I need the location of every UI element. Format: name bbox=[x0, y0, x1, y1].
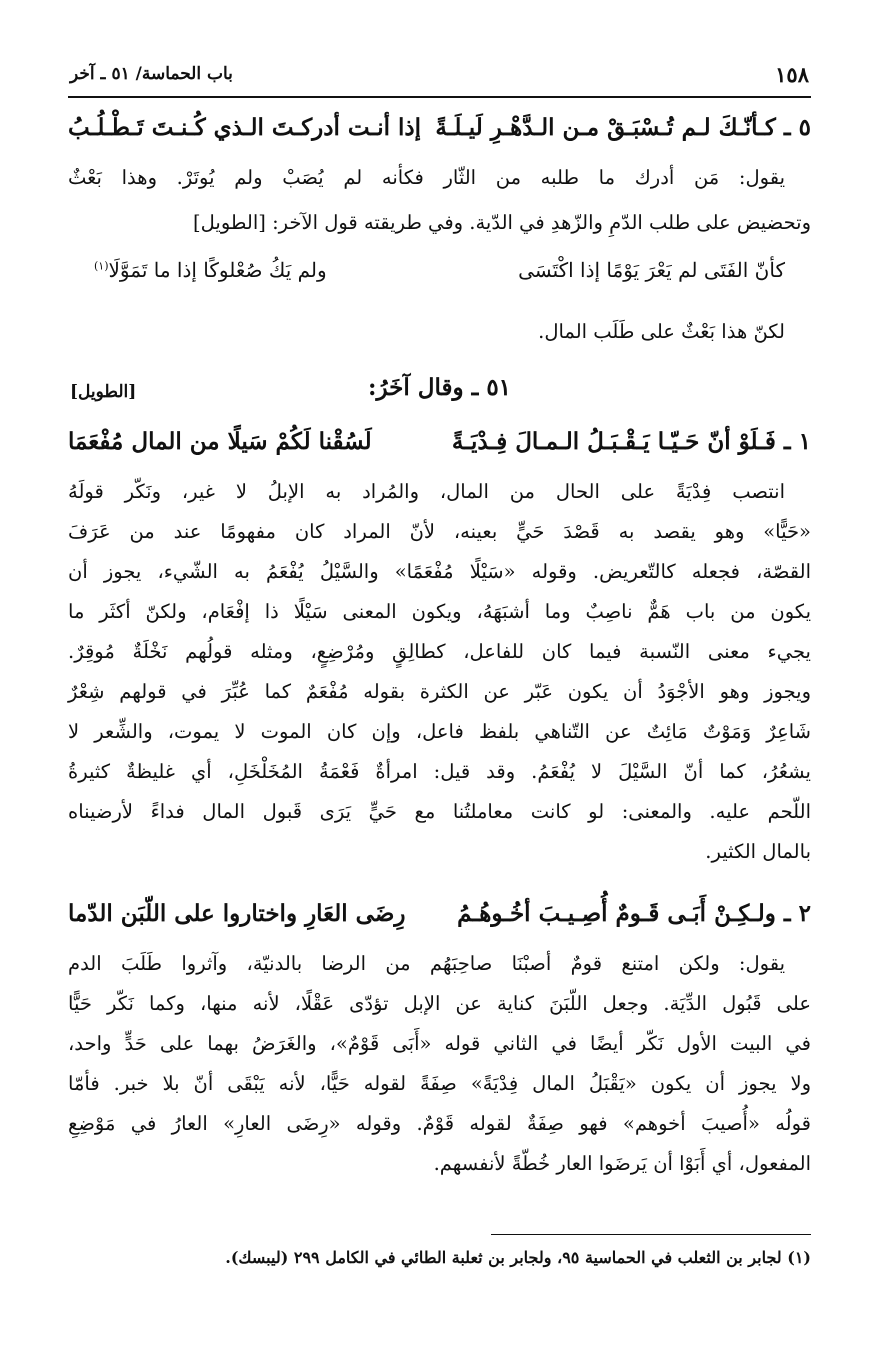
footnote: (١) لجابر بن الثعلب في الحماسية ٩٥، ولجابر بن ثعلبة الطائي في الكامل ٢٩٩ (ليبسك). bbox=[225, 1248, 811, 1267]
verse-5-second-hemistich: إذا أنـت أدركـتَ الـذي كُـنـتَ تَـطْـلُـبُ bbox=[68, 114, 422, 141]
verse-1-first-hemistich: ١ ـ فَـلَوْ أنّ حَـيّـا يَـقْـبَـلُ الـمـالَ فِـدْيَـةً bbox=[451, 428, 811, 455]
commentary-line: ولا يجوز أن يكون «يَقْبَلُ المال فِدْيَةً» صِفَةً لقوله حَيًّا، لأنه يَبْقَى أنّ بلا خبر. فأمّا bbox=[68, 1072, 811, 1095]
verse-5-first-hemistich: ٥ ـ كـأنّـكَ لـم تُـسْبَـقْ مـن الـدَّهْـرِ لَيـلَـةً bbox=[435, 114, 811, 141]
footnote-rule bbox=[491, 1234, 811, 1235]
commentary-line: يكون من باب هَمٌّ ناصِبٌ وما أشبَهَهُ، ويكون المعنى سَيْلًا ذا إفْعَام، ولكنّ أكثَر ما bbox=[68, 600, 811, 623]
commentary-line: انتصب فِدْيَةً على الحال من المال، والمُراد به الإبلُ لا غير، ونَكّر قولَهُ bbox=[68, 480, 785, 503]
commentary-line: يجيء معنى النّسبة فيما كان للفاعل، كطالِقٍ ومُرْضِعٍ، ومثله قولُهم نَخْلَةٌ مُوقِرٌ. bbox=[68, 640, 811, 663]
commentary-line: يقول: مَن أدرك ما طلبه من الثّار فكأنه لم يُصَبْ ولم يُوتَرْ. وهذا بَعْثٌ bbox=[68, 166, 785, 189]
quoted-second-hemistich: ولم يَكُ صُعْلوكًا إذا ما تَمَوَّلَا$^{(١)}$ bbox=[94, 258, 327, 282]
verse-2-second-hemistich: رِضَى العَارِ واختاروا على اللّبَن الدّما bbox=[68, 900, 406, 927]
footnote-marker: (١) bbox=[94, 259, 109, 273]
commentary-line: المفعول، أي أَبَوْا أن يَرضَوا العار خُطّةً لأنفسهم. bbox=[433, 1152, 811, 1175]
page-number: ١٥٨ bbox=[775, 62, 809, 87]
commentary-line: بالمال الكثير. bbox=[705, 840, 811, 863]
commentary-line: يشعُرُ، كما أنّ السَّيْلَ لا يُفْعَمُ. وقد قيل: امرأةٌ فَعْمَةُ المُخَلْخَلِ، أي غليظةٌ كثيرةُ bbox=[68, 760, 811, 783]
commentary-line: يقول: ولكن امتنع قومٌ أصبْنَا صاحِبَهُم من الرضا بالدنيّة، وآثروا طَلَبَ الدم bbox=[68, 952, 785, 975]
commentary-line: القصّة، فجعله كالتّعريض. وقوله «سَيْلًا مُفْعَمًا» والسَّيْلُ يُفْعَمُ به الشّيء، يجوز أن bbox=[68, 560, 811, 583]
commentary-line: قولُه «أُصيبَ أخوهم» فهو صِفَةٌ لقوله قَوْمٌ. وقوله «رِضَى العارِ» العارُ في مَوْضِعِ bbox=[68, 1112, 811, 1135]
quoted-first-hemistich: كأنّ الفَتَى لم يَعْرَ يَوْمًا إذا اكْتَسَى bbox=[518, 258, 785, 282]
running-title: باب الحماسة/ ٥١ ـ آخر bbox=[70, 64, 233, 84]
section-meter: [الطويل] bbox=[70, 382, 137, 402]
commentary-line: لكنّ هذا بَعْثٌ على طَلَب المال. bbox=[538, 320, 785, 343]
commentary-line: اللّحم عليه. والمعنى: لو كانت معاملتُنا مع حَيٍّ يَرَى قَبول المال فداءً لأرضيناه bbox=[68, 800, 811, 823]
commentary-line: «حَيًّا» وهو يقصد به قَصْدَ حَيٍّ بعينه، لأنّ المراد كان مفهومًا عند من عَرَفَ bbox=[68, 520, 811, 543]
section-title: ٥١ ـ وقال آخَرُ: bbox=[367, 374, 512, 401]
verse-1-second-hemistich: لَسُقْنا لَكُمْ سَيلًا من المال مُفْعَمَا bbox=[68, 428, 372, 455]
commentary-line: وتحضيض على طلب الدّمِ والزّهدِ في الدّية. وفي طريقته قول الآخر: [الطويل] bbox=[193, 211, 811, 234]
verse-2-first-hemistich: ٢ ـ ولـكِـنْ أَبَـى قَـومٌ أُصِـيـبَ أخُـوهُـمُ bbox=[457, 900, 811, 927]
commentary-line: ويجوز وهو الأجْوَدُ أن يكون عَبّر عن الكثرة بقوله مُفْعَمٌ كما عُبِّرَ في قولهم شِعْرٌ bbox=[68, 680, 811, 703]
commentary-line: على قَبُول الدِّيَة. وجعل اللّبَنَ كناية عن الإبل تؤدّى عَقْلًا، لأنه منها، وكما نَكّر حَيًّا bbox=[68, 992, 811, 1015]
commentary-line: شَاعِرٌ وَمَوْتٌ مَائِتٌ عن التّناهي بلفظ فاعل، وإن كان الموت لا يموت، والشِّعر لا bbox=[68, 720, 811, 743]
commentary-line: في البيت الأول نَكّر أيضًا في الثاني قوله «أَبَى قَوْمٌ»، والغَرَضُ بهما على حَدٍّ واحد، bbox=[68, 1032, 811, 1055]
header-rule bbox=[68, 96, 811, 98]
